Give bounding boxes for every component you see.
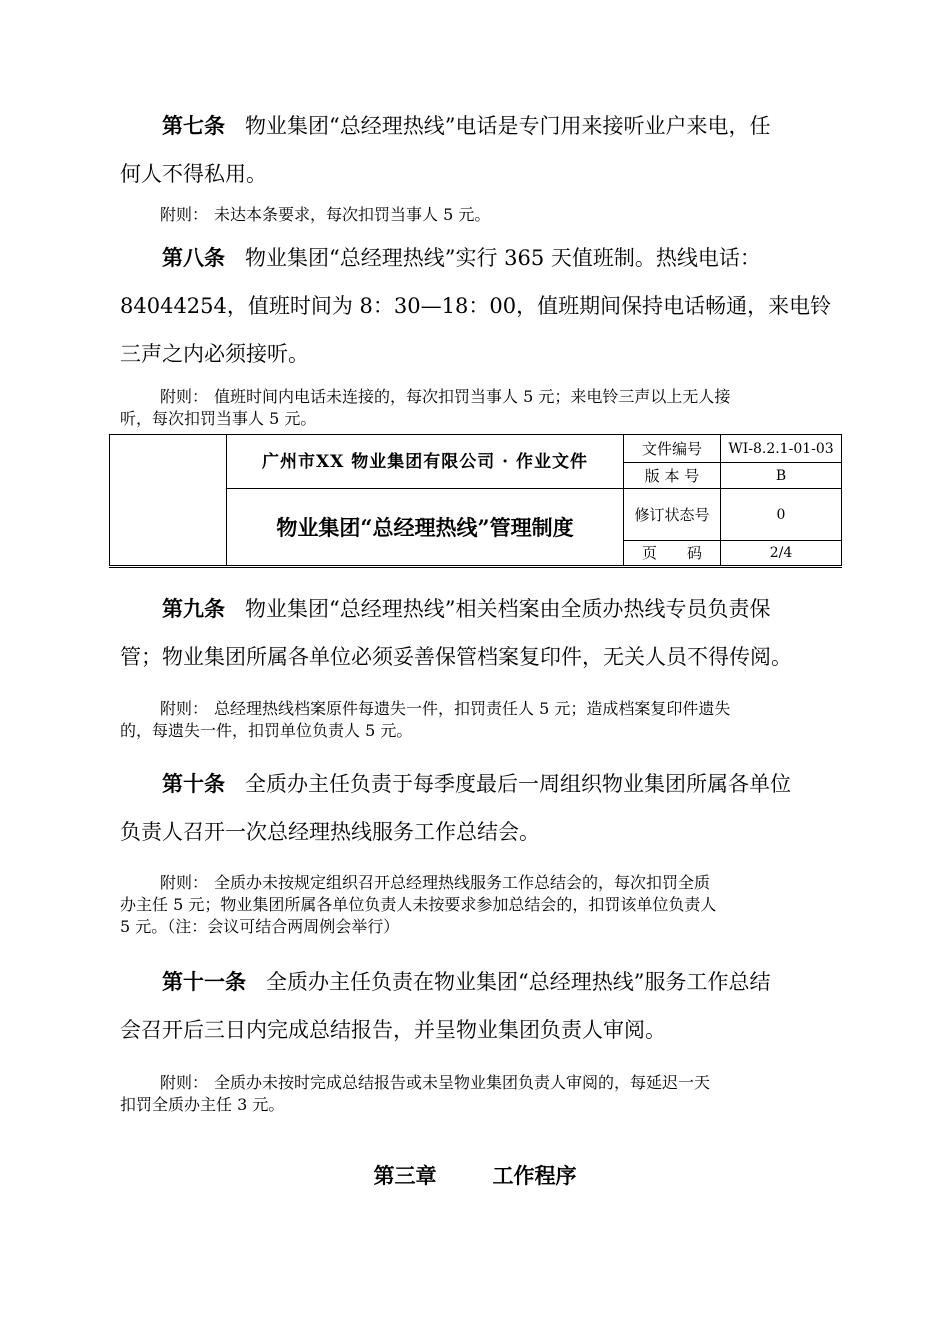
- note-label: 附则：: [160, 387, 209, 406]
- article-10: [120, 760, 832, 856]
- article-label: 第十条: [162, 771, 225, 796]
- article-text: 84044254，值班时间为 8：30—18：00，值班期间保持电话畅通，来电铃: [120, 294, 832, 318]
- article-7: [120, 102, 832, 198]
- note-9: [120, 698, 832, 742]
- article-11: [120, 958, 832, 1054]
- version-value: B: [721, 463, 842, 489]
- page-value: 2/4: [721, 541, 842, 567]
- chapter-number: 第三章: [373, 1163, 437, 1188]
- document-title: 物业集团“总经理热线”管理制度: [227, 489, 624, 567]
- note-label: 附则：: [160, 699, 209, 718]
- page-label: 页 码: [624, 541, 721, 567]
- company-name: 广州市XX 物业集团有限公司 · 作业文件: [227, 435, 624, 489]
- note-label: 附则：: [160, 873, 209, 892]
- note-text: 的，每遗失一件，扣罚单位负责人 5 元。: [120, 721, 413, 740]
- article-text: 管；物业集团所属各单位必须妥善保管档案复印件，无关人员不得传阅。: [120, 645, 792, 669]
- note-10: [120, 872, 832, 938]
- chapter-heading: [0, 1160, 950, 1190]
- article-text: 会召开后三日内完成总结报告，并呈物业集团负责人审阅。: [120, 1018, 666, 1042]
- note-text: 5 元。（注：会议可结合两周例会举行）: [120, 917, 400, 936]
- note-text: 听，每次扣罚当事人 5 元。: [120, 409, 317, 428]
- note-8: [120, 386, 832, 430]
- article-label: 第七条: [162, 113, 225, 138]
- note-text: 全质办未按规定组织召开总经理热线服务工作总结会的，每次扣罚全质: [214, 873, 711, 892]
- article-text: 物业集团“总经理热线”相关档案由全质办热线专员负责保: [245, 597, 771, 621]
- article-text: 何人不得私用。: [120, 162, 267, 186]
- note-label: 附则：: [160, 1073, 209, 1092]
- doc-number-label: 文件编号: [624, 435, 721, 463]
- note-text: 扣罚全质办主任 3 元。: [120, 1095, 285, 1114]
- note-text: 全质办未按时完成总结报告或未呈物业集团负责人审阅的，每延迟一天: [214, 1073, 711, 1092]
- article-text: 全质办主任负责于每季度最后一周组织物业集团所属各单位: [245, 772, 791, 796]
- article-label: 第八条: [162, 245, 225, 270]
- note-text: 值班时间内电话未连接的，每次扣罚当事人 5 元；来电铃三声以上无人接: [214, 387, 731, 406]
- revision-value: 0: [721, 489, 842, 541]
- note-label: 附则：: [160, 205, 209, 224]
- doc-number-value: WI-8.2.1-01-03: [721, 435, 842, 463]
- article-text: 负责人召开一次总经理热线服务工作总结会。: [120, 820, 540, 844]
- article-label: 第九条: [162, 596, 225, 621]
- note-text: 未达本条要求，每次扣罚当事人 5 元。: [214, 205, 491, 224]
- note-11: [120, 1072, 832, 1116]
- chapter-title: 工作程序: [492, 1163, 577, 1188]
- article-8: [120, 234, 832, 378]
- logo-cell: [110, 435, 227, 567]
- document-header-table: [109, 434, 842, 568]
- article-text: 物业集团“总经理热线”实行 365 天值班制。热线电话：: [245, 246, 761, 270]
- article-text: 全质办主任负责在物业集团“总经理热线”服务工作总结: [266, 970, 771, 994]
- article-label: 第十一条: [162, 969, 246, 994]
- article-text: 物业集团“总经理热线”电话是专门用来接听业户来电，任: [245, 114, 771, 138]
- note-text: 总经理热线档案原件每遗失一件，扣罚责任人 5 元；造成档案复印件遗失: [214, 699, 731, 718]
- article-9: [120, 585, 832, 681]
- revision-label: 修订状态号: [624, 489, 721, 541]
- note-text: 办主任 5 元；物业集团所属各单位负责人未按要求参加总结会的，扣罚该单位负责人: [120, 895, 717, 914]
- article-text: 三声之内必须接听。: [120, 342, 309, 366]
- version-label: 版 本 号: [624, 463, 721, 489]
- note-7: [120, 204, 832, 226]
